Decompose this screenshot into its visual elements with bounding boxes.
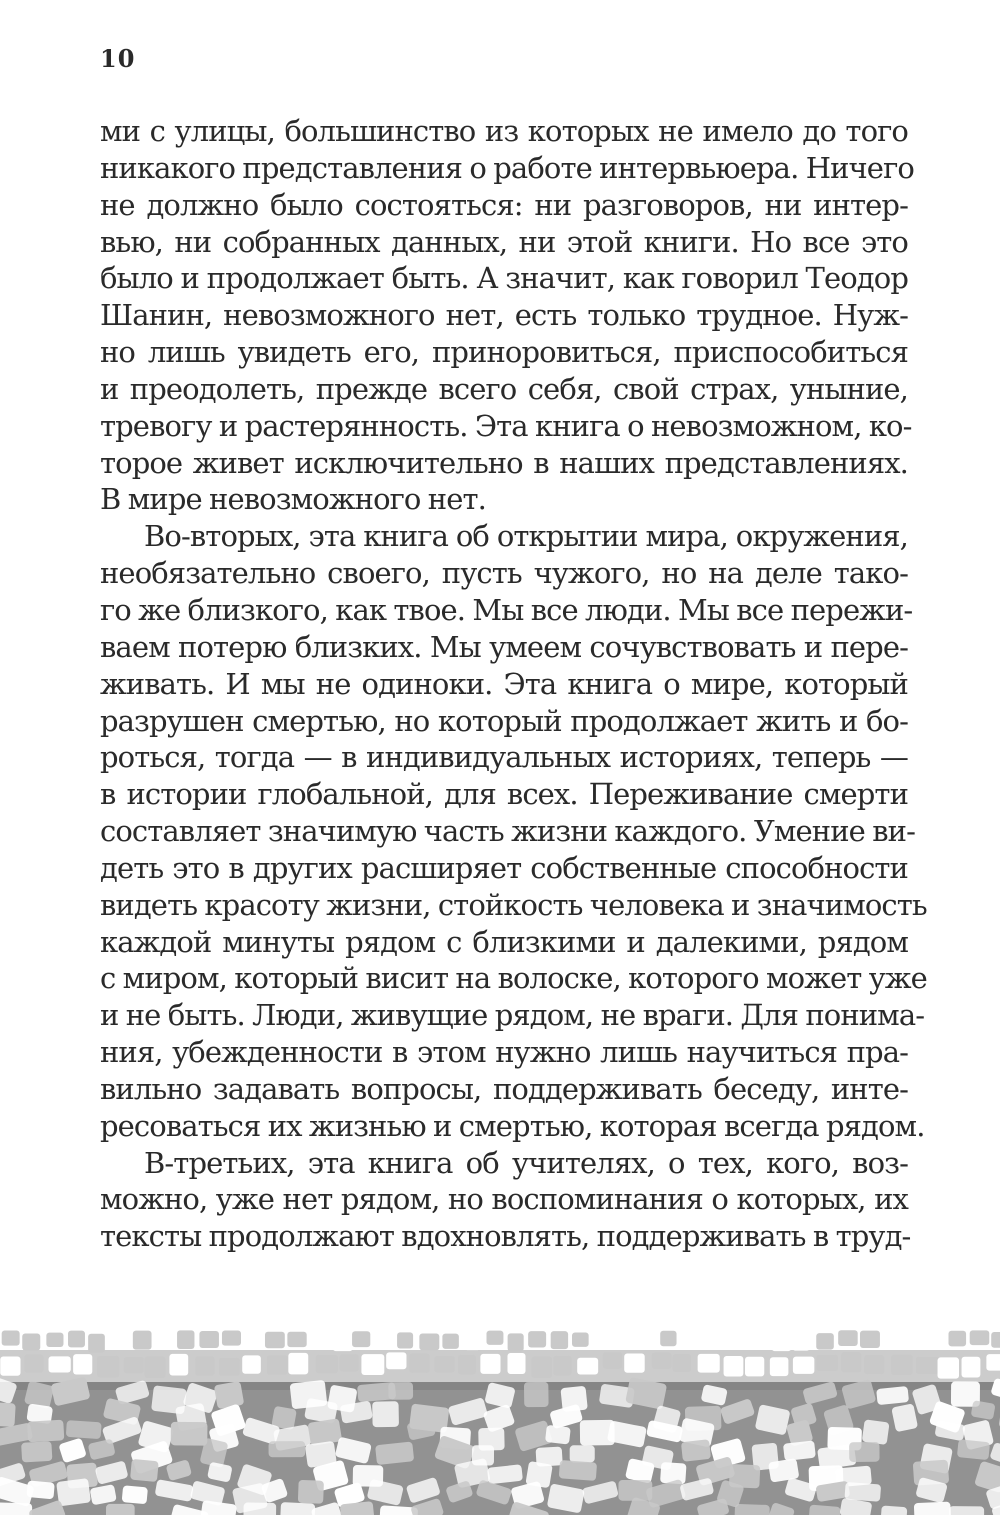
cobblestone: [376, 1333, 394, 1348]
cobblestone: [683, 1332, 701, 1349]
text-line: вильно задавать вопросы, поддерживать беседу, инте-: [100, 1071, 908, 1106]
cobblestone: [287, 1332, 306, 1347]
cobblestone: [340, 1354, 359, 1371]
text-line: го же близкого, как твое. Мы все люди. Мы все пережи-: [100, 592, 913, 627]
cobblestone: [724, 1356, 744, 1376]
cobblestone: [914, 1502, 951, 1515]
cobblestone: [792, 1334, 810, 1351]
cobblestone: [21, 1441, 52, 1462]
cobblestone: [876, 1386, 909, 1405]
cobblestone: [844, 1482, 881, 1502]
cobblestone: [618, 1331, 636, 1350]
cobblestone: [388, 1382, 413, 1400]
cobblestone: [603, 1352, 622, 1369]
cobblestone: [352, 1331, 370, 1347]
body-text: [100, 113, 927, 1255]
page-number: 10: [100, 44, 136, 73]
cobblestone: [316, 1355, 338, 1374]
text-line: тексты продолжают вдохновлять, поддерживать в труд-: [100, 1219, 911, 1254]
text-line: торое живет исключительно в наших представлениях.: [100, 445, 908, 480]
cobblestone: [130, 1459, 159, 1482]
cobblestone: [572, 1332, 589, 1346]
paragraph-first-line: В-третьих, эта книга об учителях, о тех, кого, воз-: [144, 1145, 908, 1180]
cobblestone: [199, 1331, 219, 1348]
cobblestone: [660, 1462, 687, 1484]
cobblestone: [308, 1331, 327, 1349]
cobblestone: [0, 1356, 20, 1375]
cobblestone: [66, 1420, 102, 1439]
cobblestone: [56, 1478, 91, 1506]
cobblestone: [133, 1331, 152, 1350]
text-line: с миром, который висит на волоске, которого может уже: [100, 961, 927, 996]
cobblestone: [195, 1356, 214, 1376]
cobblestone: [419, 1333, 439, 1350]
text-line: и преодолеть, прежде всего себя, свой страх, уныние,: [100, 371, 908, 406]
cobblestone: [24, 1354, 43, 1372]
cobblestone: [361, 1354, 384, 1375]
text-line: необязательно своего, пусть чужого, но на деле тако-: [100, 556, 908, 591]
cobblestone: [749, 1332, 769, 1350]
cobblestone: [577, 1358, 598, 1375]
cobblestone: [486, 1331, 503, 1345]
cobblestone: [508, 1333, 524, 1351]
cobblestone: [816, 1333, 834, 1350]
cobblestone: [106, 1504, 135, 1515]
cobblestone: [772, 1334, 792, 1351]
cobblestone: [507, 1353, 525, 1374]
cobblestone: [397, 1332, 413, 1348]
cobblestone: [681, 1439, 711, 1462]
cobblestone: [171, 1422, 208, 1446]
cobblestone: [73, 1354, 92, 1374]
text-line: можно, уже нет рядом, но воспоминания о которых, их: [100, 1182, 908, 1217]
cobblestone: [864, 1355, 884, 1374]
cobblestone: [639, 1331, 658, 1345]
cobblestone: [660, 1331, 676, 1347]
cobblestone: [970, 1330, 990, 1345]
cobblestone: [902, 1332, 920, 1347]
cobblestone: [553, 1356, 571, 1376]
cobblestone: [0, 1502, 32, 1515]
cobblestone: [88, 1334, 105, 1353]
cobblestone: [2, 1330, 20, 1345]
cobblestone: [882, 1331, 899, 1345]
cobblestone: [26, 1480, 54, 1499]
cobblestone: [22, 1334, 40, 1351]
cobblestone: [442, 1334, 459, 1349]
cobblestone: [288, 1353, 308, 1375]
cobblestone: [464, 1333, 481, 1350]
cobblestone: [386, 1352, 406, 1369]
cobblestone: [531, 1357, 552, 1378]
cobblestone: [745, 1357, 764, 1377]
cobblestone: [783, 1440, 816, 1461]
text-line: было и продолжает быть. А значит, как говорил Теодор: [100, 261, 908, 296]
cobblestone: [307, 1418, 342, 1446]
text-line: деть это в других расширяет собственные способности: [100, 850, 908, 885]
cobblestone: [624, 1354, 644, 1373]
cobblestone: [545, 1425, 571, 1445]
cobblestone: [214, 1381, 244, 1409]
cobblestone: [298, 1480, 324, 1504]
cobblestone: [916, 1357, 939, 1374]
cobblestone: [124, 1357, 144, 1374]
cobblestone: [849, 1442, 879, 1462]
text-line: но лишь увидеть его, приноровиться, приспособиться: [100, 335, 908, 370]
cobblestone: [434, 1356, 454, 1373]
text-line: каждой минуты рядом с близкими и далекими, рядом: [100, 924, 908, 959]
text-line: составляет значимую часть жизни каждого. Умение ви-: [100, 814, 915, 849]
cobblestone: [265, 1332, 285, 1348]
cobblestone: [926, 1331, 943, 1350]
cobblestone: [267, 1355, 288, 1375]
cobblestone: [242, 1355, 261, 1373]
cobblestone: [991, 1332, 1000, 1348]
cobblestone: [734, 1504, 770, 1515]
text-line: разрушен смертью, но который продолжает жить и бо-: [100, 703, 908, 738]
cobblestone: [559, 1460, 597, 1481]
cobblestone: [243, 1503, 276, 1515]
cobblestone: [113, 1331, 131, 1347]
cobblestone: [862, 1419, 890, 1445]
cobblestone: [652, 1353, 672, 1369]
text-line: вью, ни собранных данных, ни этой книги. Но все это: [100, 224, 908, 259]
cobblestone: [595, 1332, 611, 1346]
cobblestone: [938, 1357, 959, 1378]
cobblestone: [122, 1485, 148, 1504]
cobblestone: [841, 1352, 861, 1372]
text-line: В мире невозможного нет.: [100, 482, 486, 517]
cobblestone: [458, 1355, 476, 1375]
cobblestone: [948, 1331, 966, 1347]
cobblestone: [27, 1420, 64, 1443]
cobblestone: [372, 1401, 399, 1427]
cobblestone: [673, 1354, 692, 1372]
cobblestone: [860, 1331, 880, 1348]
text-line: Шанин, невозможного нет, есть только трудное. Нуж-: [100, 298, 908, 333]
cobblestone: [333, 1333, 353, 1351]
cobblestone: [891, 1355, 913, 1376]
cobblestone: [698, 1354, 720, 1373]
text-line: ния, убежденности в этом нужно лишь научиться пра-: [100, 1035, 908, 1070]
cobblestone-texture: [0, 1330, 1000, 1515]
cobblestone: [793, 1357, 814, 1374]
cobblestone: [219, 1358, 240, 1376]
cobblestone: [177, 1330, 194, 1349]
cobblestone: [409, 1353, 430, 1372]
text-line: живать. И мы не одиноки. Эта книга о мире, который: [100, 666, 908, 701]
cobblestone: [528, 1331, 546, 1347]
text-line: никакого представления о работе интервьюера. Ничего: [100, 150, 914, 185]
text-line: видеть красоту жизни, стойкость человека и значимость: [100, 887, 927, 922]
text-line: ресоваться их жизнью и смертью, которая всегда рядом.: [100, 1108, 925, 1143]
text-line: тревогу и растерянность. Эта книга о невозможном, ко-: [100, 408, 912, 443]
cobblestone: [375, 1441, 414, 1465]
paragraph-first-line: Во-вторых, эта книга об открытии мира, окружения,: [144, 519, 908, 554]
text-line: в истории глобальной, для всех. Переживание смерти: [100, 777, 908, 812]
cobblestone: [46, 1333, 63, 1347]
cobblestone: [242, 1332, 258, 1349]
cobblestone: [949, 1506, 984, 1515]
cobblestone: [68, 1331, 85, 1348]
cobblestone: [570, 1445, 595, 1462]
text-line: не должно было состояться: ни разговоров, ни интер-: [100, 187, 908, 222]
cobblestone: [169, 1354, 188, 1376]
cobblestone: [97, 1356, 119, 1378]
cobblestone: [957, 1439, 990, 1460]
cobblestone: [962, 1357, 981, 1378]
cobblestone: [280, 1502, 315, 1515]
cobblestone-decoration: [0, 1322, 1000, 1515]
cobblestone: [524, 1382, 549, 1407]
cobblestone: [551, 1331, 568, 1349]
cobblestone: [986, 1354, 1000, 1371]
cobblestone: [705, 1330, 723, 1348]
cobblestone: [145, 1356, 166, 1378]
cobblestone: [222, 1331, 241, 1346]
cobblestone: [156, 1331, 173, 1346]
cobblestone: [838, 1330, 858, 1346]
text-line: роться, тогда — в индивидуальных историях, теперь —: [100, 740, 908, 775]
cobblestone: [49, 1356, 71, 1372]
text-line: ми с улицы, большинство из которых не имело до того: [100, 114, 908, 148]
cobblestone: [269, 1441, 306, 1457]
cobblestone: [729, 1333, 747, 1349]
cobblestone: [770, 1357, 789, 1376]
text-line: и не быть. Люди, живущие рядом, не враги. Для понима-: [100, 998, 925, 1033]
text-line: ваем потерю близких. Мы умеем сочувствовать и пере-: [100, 629, 908, 664]
cobblestone: [480, 1354, 500, 1374]
cobblestone: [816, 1355, 838, 1371]
cobblestone: [0, 1402, 16, 1427]
